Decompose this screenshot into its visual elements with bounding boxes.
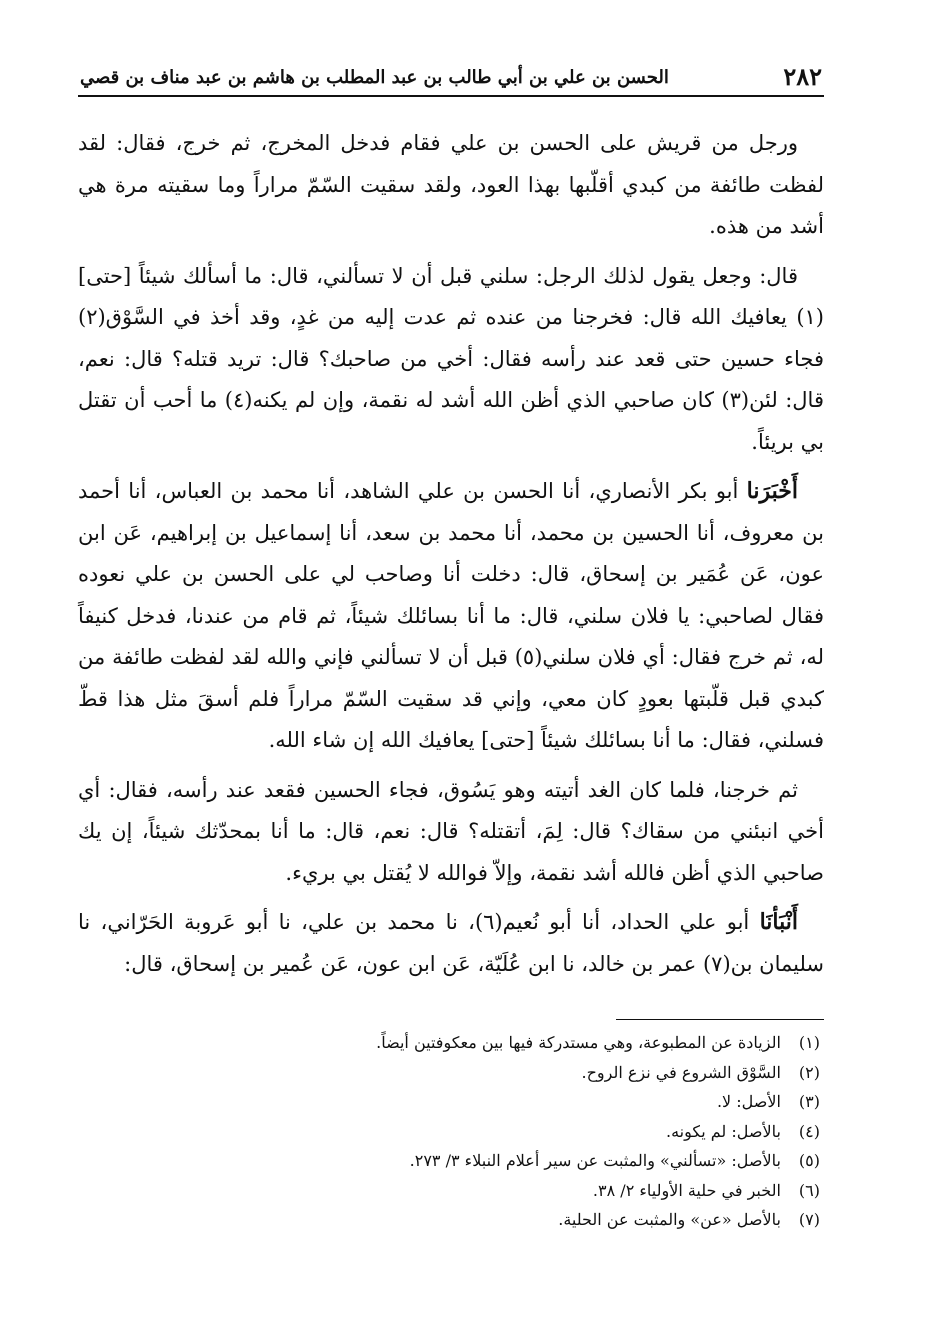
footnote-text: بالأصل «عن» والمثبت عن الحلية.	[558, 1210, 781, 1229]
footnote-4	[78, 1117, 824, 1147]
footnote-number: (٥)	[798, 1151, 820, 1170]
paragraph-1	[78, 123, 824, 248]
chain-lead-word: أَخْبَرَنا	[746, 478, 798, 504]
footnote-text: السَّوْق الشروع في نزع الروح.	[581, 1062, 781, 1082]
chain-lead-word: أَنْبَأنَا	[759, 909, 798, 935]
footnote-1	[78, 1028, 824, 1058]
footnotes-list	[78, 1028, 824, 1235]
footnote-number: (٣)	[798, 1092, 820, 1111]
footnote-text: الزيادة عن المطبوعة، وهي مستدركة فيها بين معكوفتين أيضاً.	[376, 1033, 781, 1052]
paragraph-text: ورجل من قريش على الحسن بن علي فقام فدخل المخرج، ثم خرج، فقال: لقد لفظت طائفة من كبدي أقلّبها بهذا العود، ولقد سقيت السّمّ مراراً وما سقيته مرة هي أشد من هذه.	[78, 131, 824, 238]
page-number: ٢٨٢	[783, 62, 822, 91]
footnote-number: (٢)	[798, 1062, 820, 1082]
paragraph-2	[78, 256, 824, 464]
footnote-number: (٤)	[798, 1121, 820, 1141]
footnote-number: (٧)	[798, 1210, 820, 1229]
footnote-number: (١)	[798, 1033, 820, 1052]
footnote-divider	[616, 1019, 824, 1020]
footnote-3	[78, 1087, 824, 1117]
paragraph-text: قال: وجعل يقول لذلك الرجل: سلني قبل أن لا تسألني، قال: ما أسألك شيئاً [حتى](١) يعافيك الله قال: فخرجنا من عنده ثم عدت إليه من غدٍ، وقد أخذ في السَّوْق(٢) فجاء حسين حتى قعد عند رأسه فقال: أخي من صاحبك؟ قال: تريد قتله؟ قال: نعم، قال: لئن(٣) كان صاحبي الذي أظن الله أشد له نقمة، وإن لم يكنه(٤) ما أحب أن تقتل بي بريئاً.	[78, 263, 824, 454]
header-title: الحسن بن علي بن أبي طالب بن عبد المطلب بن هاشم بن عبد مناف بن قصي	[80, 67, 669, 88]
paragraph-text: ثم خرجنا، فلما كان الغد أتيته وهو يَسُوق، فجاء الحسين فقعد عند رأسه، فقال: أي أخي انبئني من سقاك؟ قال: لِمَ، أتقتله؟ قال: نعم، قال: ما أنا بمحدّثك شيئاً، إن يك صاحبي الذي أظن فالله أشد نقمة، وإلاّ فوالله لا يُقتل بي بريء.	[78, 777, 824, 885]
paragraph-text: أبو علي الحداد، أنا أبو نُعيم(٦)، نا محمد بن علي، نا أبو عَروبة الحَرّاني، نا سليمان بن(٧) عمر بن خالد، نا ابن عُلَيّة، عَن ابن عون، عَن عُمير بن إسحاق، قال:	[78, 910, 824, 976]
footnote-text: الخبر في حلية الأولياء ٢/ ٣٨.	[592, 1180, 781, 1200]
paragraph-4	[78, 770, 824, 895]
footnote-6	[78, 1176, 824, 1206]
paragraph-5	[78, 902, 824, 985]
footnote-7	[78, 1205, 824, 1235]
footnote-number: (٦)	[798, 1180, 820, 1200]
footnote-text: بالأصل: «تسألني» والمثبت عن سير أعلام النبلاء ٣/ ٢٧٣.	[409, 1151, 781, 1170]
main-text	[78, 123, 824, 985]
footnote-2	[78, 1058, 824, 1088]
paragraph-3	[78, 471, 824, 762]
footnote-text: بالأصل: لم يكونه.	[665, 1121, 781, 1141]
paragraph-text: أبو بكر الأنصاري، أنا الحسن بن علي الشاهد، أنا محمد بن العباس، أنا أحمد بن معروف، أنا الحسين بن محمد، أنا محمد بن سعد، أنا إسماعيل بن إبراهيم، عَن ابن عون، عَن عُمَير بن إسحاق، قال: دخلت أنا وصاحب لي على الحسن بن علي نعوده فقال لصاحبي: يا فلان سلني، قال: ما أنا بسائلك شيئاً، ثم قام من عندنا، فدخل كنيفاً له، ثم خرج فقال: أي فلان سلني(٥) قبل أن لا تسألني فإني والله لقد لفظت طائفة من كبدي قبل قلّبتها بعودٍ كان معي، وإني قد سقيت السّمّ مراراً فلم أسقَ مثل هذا قطّ فسلني، فقال: ما أنا بسائلك شيئاً [حتى] يعافيك الله إن شاء الله.	[78, 479, 825, 752]
footnote-5	[78, 1146, 824, 1176]
footnote-text: الأصل: لا.	[716, 1092, 781, 1111]
book-page	[78, 55, 824, 1235]
running-header	[78, 55, 824, 97]
